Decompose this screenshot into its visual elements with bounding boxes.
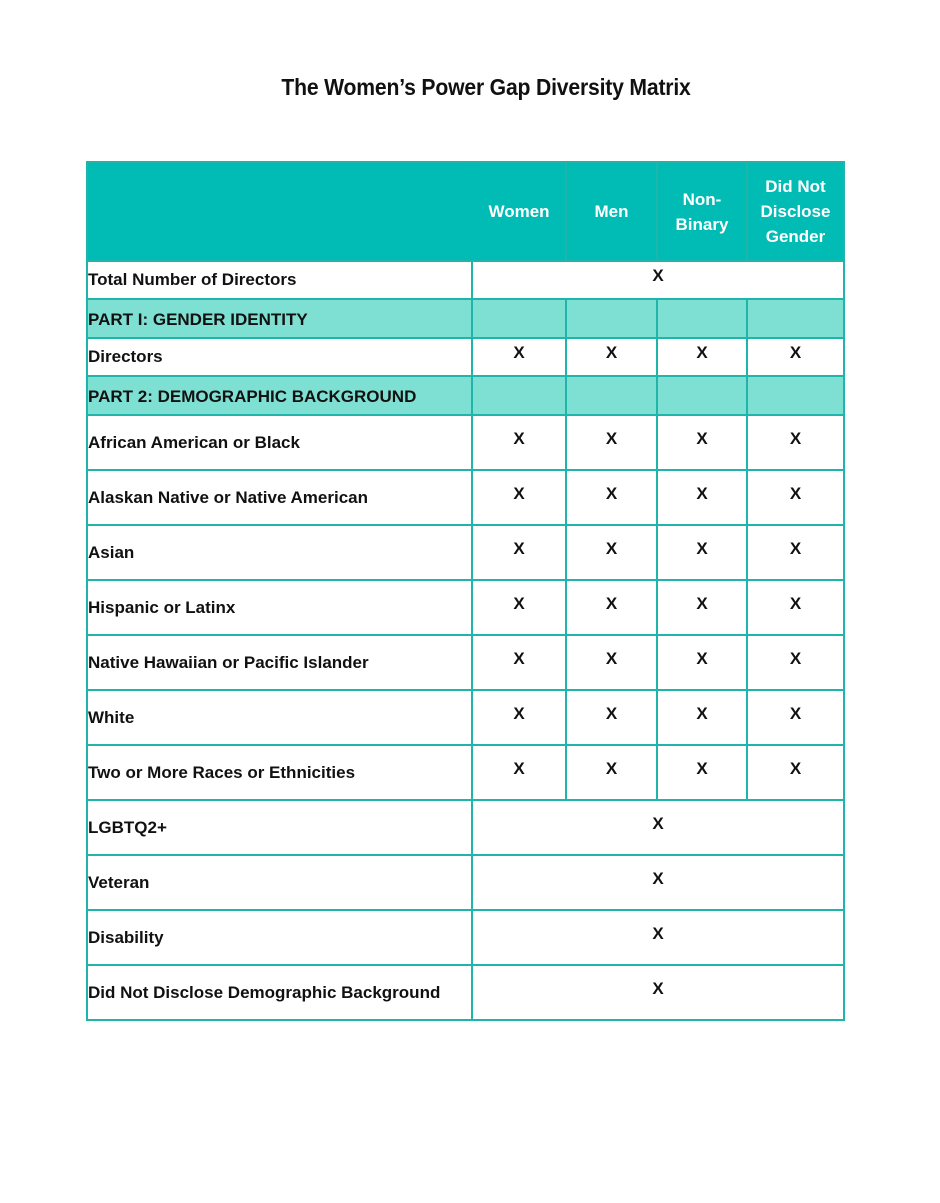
cell-men: X bbox=[566, 415, 657, 470]
diversity-matrix-table bbox=[86, 161, 845, 1021]
header-blank-cell bbox=[87, 162, 472, 261]
cell-non-binary: X bbox=[657, 745, 747, 800]
cell-did-not-disclose: X bbox=[747, 745, 844, 800]
cell-men: X bbox=[566, 338, 657, 376]
table-row bbox=[87, 910, 844, 965]
header-row bbox=[87, 162, 844, 261]
cell-did-not-disclose: X bbox=[747, 690, 844, 745]
cell-did-not-disclose: X bbox=[747, 338, 844, 376]
cell-women: X bbox=[472, 470, 566, 525]
section-cell bbox=[472, 299, 566, 338]
row-value: X bbox=[472, 855, 844, 910]
cell-women: X bbox=[472, 338, 566, 376]
row-value: X bbox=[472, 261, 844, 299]
table-row bbox=[87, 580, 844, 635]
table-row bbox=[87, 690, 844, 745]
cell-men: X bbox=[566, 580, 657, 635]
cell-women: X bbox=[472, 525, 566, 580]
table-row bbox=[87, 855, 844, 910]
row-label: African American or Black bbox=[87, 415, 472, 470]
cell-women: X bbox=[472, 580, 566, 635]
row-label: Directors bbox=[87, 338, 472, 376]
row-label: White bbox=[87, 690, 472, 745]
cell-women: X bbox=[472, 415, 566, 470]
cell-men: X bbox=[566, 525, 657, 580]
section-cell bbox=[566, 299, 657, 338]
table-row bbox=[87, 525, 844, 580]
section-label: PART 2: DEMOGRAPHIC BACKGROUND bbox=[87, 376, 472, 415]
row-label: Total Number of Directors bbox=[87, 261, 472, 299]
row-label: Disability bbox=[87, 910, 472, 965]
header-non-binary: Non-Binary bbox=[657, 162, 747, 261]
header-col4-line-3: Gender bbox=[765, 227, 826, 246]
table-row bbox=[87, 415, 844, 470]
cell-non-binary: X bbox=[657, 338, 747, 376]
section-part-1 bbox=[87, 299, 844, 338]
cell-women: X bbox=[472, 635, 566, 690]
section-cell bbox=[657, 299, 747, 338]
cell-non-binary: X bbox=[657, 470, 747, 525]
cell-did-not-disclose: X bbox=[747, 580, 844, 635]
header-men: Men bbox=[566, 162, 657, 261]
cell-women: X bbox=[472, 690, 566, 745]
cell-non-binary: X bbox=[657, 525, 747, 580]
cell-men: X bbox=[566, 745, 657, 800]
section-cell bbox=[566, 376, 657, 415]
table-row bbox=[87, 635, 844, 690]
section-cell bbox=[747, 376, 844, 415]
cell-women: X bbox=[472, 745, 566, 800]
cell-non-binary: X bbox=[657, 580, 747, 635]
section-cell bbox=[747, 299, 844, 338]
cell-non-binary: X bbox=[657, 415, 747, 470]
header-col4-line-1: Did Not bbox=[765, 177, 826, 196]
row-value: X bbox=[472, 800, 844, 855]
row-label: Native Hawaiian or Pacific Islander bbox=[87, 635, 472, 690]
cell-non-binary: X bbox=[657, 690, 747, 745]
cell-did-not-disclose: X bbox=[747, 525, 844, 580]
header-col4-line-2: Disclose bbox=[760, 202, 831, 221]
section-cell bbox=[472, 376, 566, 415]
cell-men: X bbox=[566, 635, 657, 690]
row-directors bbox=[87, 338, 844, 376]
table-row bbox=[87, 470, 844, 525]
table-row bbox=[87, 965, 844, 1020]
cell-did-not-disclose: X bbox=[747, 470, 844, 525]
row-label: Did Not Disclose Demographic Background bbox=[87, 965, 472, 1020]
cell-men: X bbox=[566, 690, 657, 745]
row-label: Alaskan Native or Native American bbox=[87, 470, 472, 525]
row-total-directors bbox=[87, 261, 844, 299]
section-part-2 bbox=[87, 376, 844, 415]
page-title: The Women’s Power Gap Diversity Matrix bbox=[281, 74, 691, 100]
section-label: PART I: GENDER IDENTITY bbox=[87, 299, 472, 338]
table-row bbox=[87, 800, 844, 855]
row-label: Veteran bbox=[87, 855, 472, 910]
row-label: Hispanic or Latinx bbox=[87, 580, 472, 635]
header-women: Women bbox=[472, 162, 566, 261]
row-value: X bbox=[472, 965, 844, 1020]
row-label: Two or More Races or Ethnicities bbox=[87, 745, 472, 800]
cell-non-binary: X bbox=[657, 635, 747, 690]
cell-did-not-disclose: X bbox=[747, 415, 844, 470]
table-row bbox=[87, 745, 844, 800]
row-value: X bbox=[472, 910, 844, 965]
row-label: LGBTQ2+ bbox=[87, 800, 472, 855]
section-cell bbox=[657, 376, 747, 415]
row-label: Asian bbox=[87, 525, 472, 580]
cell-did-not-disclose: X bbox=[747, 635, 844, 690]
cell-men: X bbox=[566, 470, 657, 525]
header-did-not-disclose-gender bbox=[747, 162, 844, 261]
